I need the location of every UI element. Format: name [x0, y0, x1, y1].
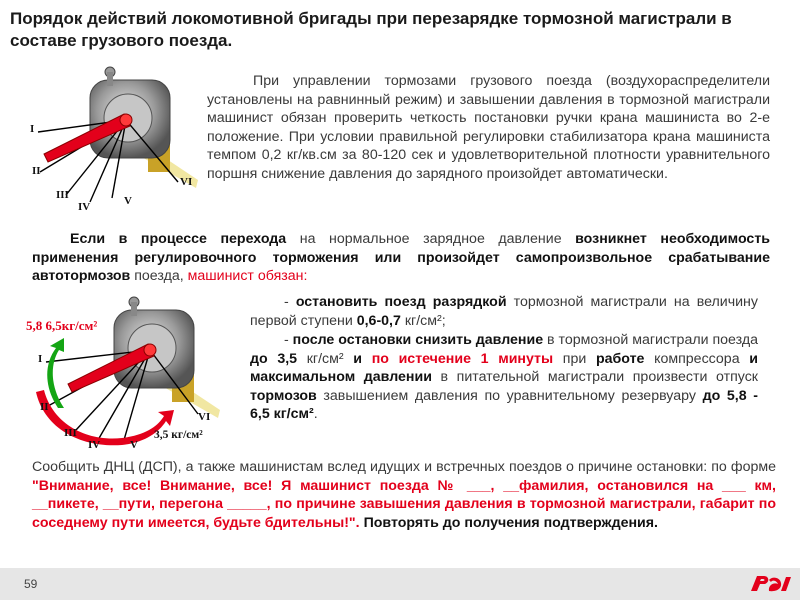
text-bold: Если в процессе перехода — [70, 231, 287, 247]
text-bold: работе — [595, 350, 645, 367]
text-bold: и — [353, 350, 363, 367]
brake-valve-figure-1 — [28, 62, 208, 222]
text-bold: возникнет необходимость применения регулировочного торможения или произойдет самопроизвольное срабатывание автотормозов — [32, 231, 770, 285]
pressure-label-reduce: 3,5 кг/см² — [154, 429, 203, 441]
text-plain: поезда, — [130, 268, 188, 285]
text-plain: кг/см²; — [400, 312, 446, 329]
text-plain: при — [553, 350, 596, 367]
rzd-logo — [748, 573, 792, 595]
text-bold: до 3,5 — [250, 350, 298, 367]
text-plain: - — [284, 332, 293, 348]
position-label-iv: IV — [78, 201, 91, 213]
position-label-iv: IV — [88, 439, 101, 451]
text-plain: компрессора — [644, 350, 750, 367]
text-red-bold: по истечение 1 минуты — [371, 350, 554, 367]
text-bold: и максимальном давлении — [250, 350, 758, 386]
position-label-v: V — [124, 195, 132, 207]
text-plain: - — [284, 294, 296, 310]
slide-title: Порядок действий локомотивной бригады при перезарядке тормозной магистрали в составе грузового поезда. — [10, 9, 732, 50]
text-red: машинист обязан: — [187, 268, 308, 285]
text-plain: завышением давления по уравнительному резервуару — [316, 387, 703, 404]
page-number: 59 — [24, 577, 38, 591]
footer-bar — [0, 568, 800, 600]
position-label-i: I — [30, 123, 35, 135]
text-plain: на нормальное зарядное давление — [286, 231, 576, 247]
position-label-iii: III — [64, 427, 77, 439]
text-plain: тормозной магистрали на величину первой ступени — [250, 294, 758, 329]
position-label-v: V — [130, 439, 138, 451]
pressure-label-charge: 5,8 6,5кг/см² — [26, 318, 98, 333]
paragraph-report — [32, 458, 776, 532]
text-bold: после остановки снизить давление — [292, 332, 544, 348]
text-bold: тормозов — [250, 387, 317, 404]
text-red-bold: "Внимание, все! Внимание, все! Я машинист поезда № ___, __фамилия, остановился на ___ км, __пикете, __пути, перегона _____, по причине завышения давления в тормозной магистрали, габарит по соседнему пути имеется, будьте бдительны!". — [32, 477, 776, 531]
text-bold: остановить поезд разрядкой — [295, 294, 507, 310]
text-bold: 0,6-0,7 — [356, 312, 401, 329]
text-plain: . — [313, 406, 318, 423]
text-plain: Сообщить ДНЦ (ДСП), а также машинистам вслед идущих и встречных поездов о причине остановки: по форме — [32, 459, 776, 475]
position-label-ii: II — [40, 401, 49, 413]
position-label-vi: VI — [198, 411, 211, 423]
paragraph-step-1 — [250, 293, 758, 330]
position-label-iii: III — [56, 189, 69, 201]
position-label-ii: II — [32, 165, 41, 177]
paragraph-condition — [32, 230, 770, 286]
text-plain: кг/см² — [297, 350, 354, 367]
green-arrow — [47, 338, 64, 408]
text-plain: в тормозной магистрали поезда — [543, 332, 758, 348]
text-bold: Повторять до получения подтверждения. — [363, 514, 658, 531]
brake-valve-figure-2 — [22, 292, 252, 452]
paragraph-instructions: При управлении тормозами грузового поезда (воздухораспределители установлены на равнинный режим) и завышении давления в тормозной магистрали машинист обязан проверить четкость постановки ручки крана машиниста во 2-е положение. При условии правильной регулировки стабилизатора крана машиниста темпом 0,2 кг/кв.см за 80-120 сек и удовлетворительной плотности уравнительного поршня снижение давления до зарядного произойдет автоматически. — [207, 73, 770, 182]
position-label-vi: VI — [180, 176, 193, 188]
text-bold: до 5,8 - 6,5 кг/см² — [250, 387, 758, 423]
position-label-i: I — [38, 353, 43, 365]
paragraph-step-2 — [250, 331, 758, 424]
text-plain: в питательной магистрали произвести отпуск — [431, 369, 758, 386]
text-plain — [362, 351, 372, 367]
